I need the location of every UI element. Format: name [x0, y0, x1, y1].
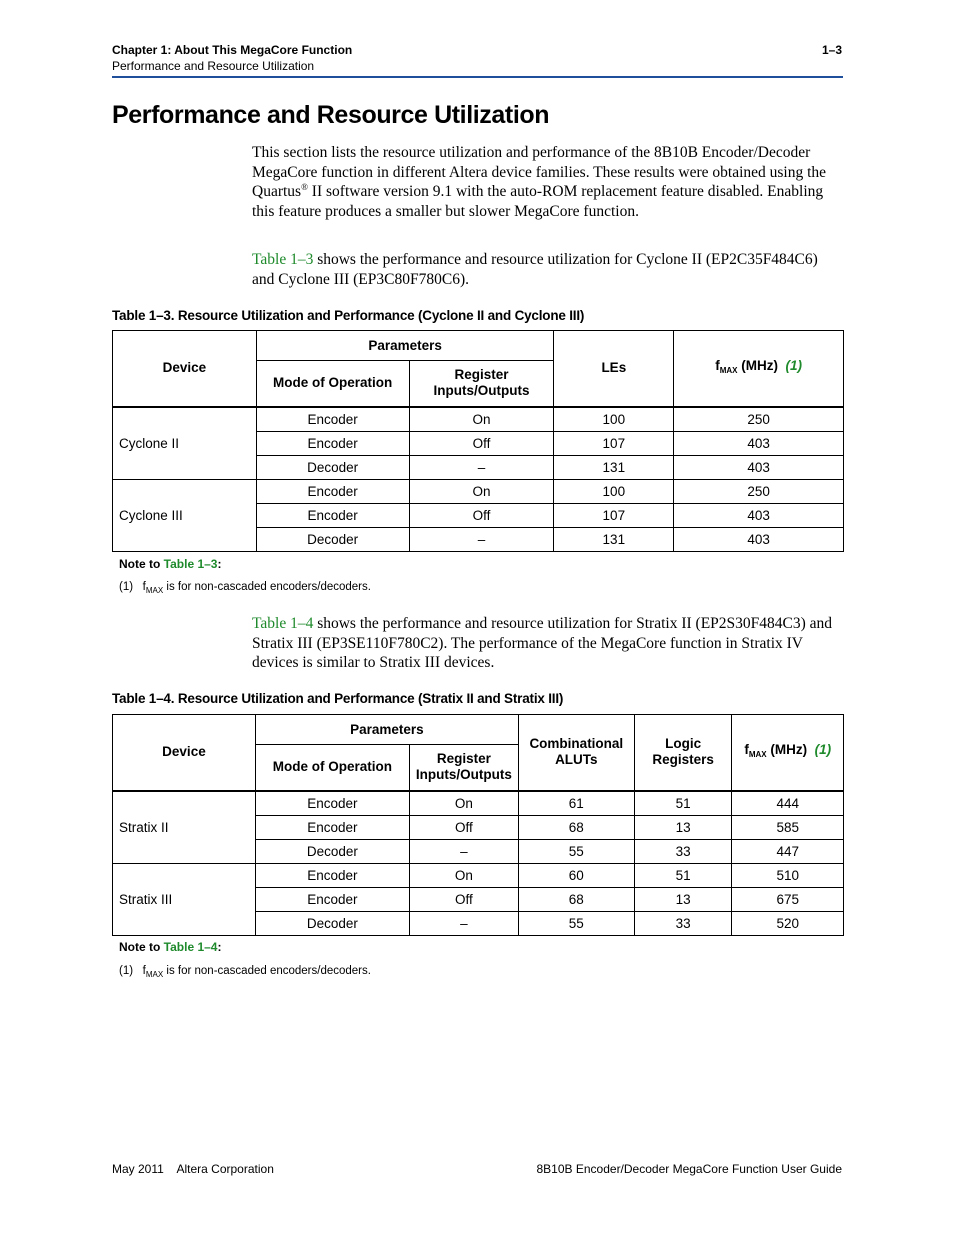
- les-cell: 107: [554, 503, 674, 527]
- register-cell: On: [409, 863, 518, 887]
- intro-text-1: This section lists the resource utilization and performance of the 8B10B Encoder/Decoder MegaCore function in different Altera device families. These results were obtained using the Quartus: [252, 144, 827, 201]
- fmax-cell: 250: [674, 407, 844, 432]
- aluts-cell: 68: [518, 887, 634, 911]
- table3-note-link[interactable]: Table 1–3: [163, 557, 218, 571]
- table3: [112, 330, 844, 552]
- table3-note-label: [119, 557, 221, 571]
- aluts-cell: 61: [518, 791, 634, 816]
- registered-mark: ®: [301, 182, 308, 193]
- logic-cell: 33: [634, 911, 732, 935]
- les-cell: 100: [554, 407, 674, 432]
- fmax-cell: 403: [674, 455, 844, 479]
- logic-cell: 13: [634, 815, 732, 839]
- table4-intro-text: shows the performance and resource utilization for Stratix II (EP2S30F484C3) and Stratix III (EP3SE110F780C2). The performance of the MegaCore function in Stratix IV devices is similar to Stratix III devices.: [252, 615, 833, 672]
- mode-cell: Decoder: [255, 839, 409, 863]
- page-number: 1–3: [821, 43, 842, 57]
- aluts-cell: 55: [518, 839, 634, 863]
- aluts-cell: 55: [518, 911, 634, 935]
- table3-header-parameters: Parameters: [256, 331, 554, 361]
- device-cell: Stratix III: [113, 863, 256, 935]
- fmax-unit: (MHz): [737, 357, 778, 373]
- footer-doc-title: 8B10B Encoder/Decoder MegaCore Function User Guide: [536, 1162, 842, 1176]
- intro-paragraph: [252, 143, 844, 221]
- table4-header-fmax: [732, 715, 844, 791]
- table4-note: [119, 965, 371, 979]
- mode-cell: Encoder: [256, 431, 409, 455]
- mode-cell: Encoder: [256, 407, 409, 432]
- table-row: [113, 407, 844, 432]
- register-cell: Off: [409, 815, 518, 839]
- register-cell: –: [409, 911, 518, 935]
- fmax-cell: 447: [732, 839, 844, 863]
- table4-header-aluts: Combinational ALUTs: [518, 715, 634, 791]
- table-row: [113, 791, 844, 816]
- logic-cell: 33: [634, 839, 732, 863]
- note-f: f: [142, 581, 146, 593]
- mode-cell: Decoder: [255, 911, 409, 935]
- table3-note: [119, 581, 371, 595]
- fmax-f: f: [744, 741, 749, 757]
- aluts-cell: 68: [518, 815, 634, 839]
- fmax-sub: MAX: [748, 749, 767, 759]
- header-rule: [112, 76, 843, 78]
- fmax-f: f: [715, 357, 720, 373]
- fmax-cell: 403: [674, 527, 844, 551]
- les-cell: 131: [554, 455, 674, 479]
- table4-caption: Table 1–4. Resource Utilization and Performance (Stratix II and Stratix III): [112, 691, 564, 706]
- register-cell: Off: [409, 431, 554, 455]
- fmax-cell: 403: [674, 431, 844, 455]
- intro-text-2: II software version 9.1 with the auto-ROM replacement feature disabled. Enabling this feature produces a smaller but slower MegaCore function.: [252, 183, 824, 220]
- table3-caption: Table 1–3. Resource Utilization and Performance (Cyclone II and Cyclone III): [112, 308, 585, 323]
- note-f: f: [142, 965, 146, 977]
- register-cell: –: [409, 455, 554, 479]
- register-cell: Off: [409, 887, 518, 911]
- mode-cell: Encoder: [256, 503, 409, 527]
- device-cell: Cyclone II: [113, 407, 257, 480]
- running-header-chapter: Chapter 1: About This MegaCore Function: [112, 43, 353, 57]
- mode-cell: Encoder: [255, 815, 409, 839]
- fmax-sub: MAX: [719, 365, 738, 375]
- register-cell: On: [409, 791, 518, 816]
- les-cell: 107: [554, 431, 674, 455]
- fmax-cell: 444: [732, 791, 844, 816]
- register-cell: –: [409, 527, 554, 551]
- mode-cell: Encoder: [255, 863, 409, 887]
- logic-cell: 13: [634, 887, 732, 911]
- section-title: Performance and Resource Utilization: [112, 101, 550, 129]
- register-cell: On: [409, 479, 554, 503]
- register-cell: –: [409, 839, 518, 863]
- mode-cell: Encoder: [255, 791, 409, 816]
- fmax-unit: (MHz): [766, 741, 808, 757]
- table4-header-register: Register Inputs/Outputs: [409, 745, 518, 791]
- note-text: is for non-cascaded encoders/decoders.: [163, 581, 371, 593]
- table4-note-label: [119, 940, 221, 954]
- table4: [112, 714, 844, 936]
- table3-header-fmax: [674, 331, 844, 407]
- table3-header-device: Device: [113, 331, 257, 407]
- table4-link[interactable]: Table 1–4: [252, 615, 314, 632]
- note-label-text: Note to: [119, 557, 164, 571]
- les-cell: 131: [554, 527, 674, 551]
- table3-intro-text: shows the performance and resource utilization for Cyclone II (EP2C35F484C6) and Cyclone III (EP3C80F780C6).: [252, 251, 818, 288]
- les-cell: 100: [554, 479, 674, 503]
- table3-header-mode: Mode of Operation: [256, 361, 409, 407]
- register-cell: Off: [409, 503, 554, 527]
- note-sub: MAX: [145, 586, 164, 595]
- table4-header-mode: Mode of Operation: [255, 745, 409, 791]
- fmax-cell: 520: [732, 911, 844, 935]
- table4-intro-paragraph: [252, 614, 844, 673]
- device-cell: Cyclone III: [113, 479, 257, 551]
- table4-header-logic: Logic Registers: [634, 715, 732, 791]
- note-text: is for non-cascaded encoders/decoders.: [163, 965, 371, 977]
- footer-date-company: May 2011 Altera Corporation: [112, 1162, 274, 1176]
- fmax-cell: 250: [674, 479, 844, 503]
- fmax-note-link[interactable]: (1): [814, 741, 832, 757]
- table3-header-les: LEs: [554, 331, 674, 407]
- table3-intro-paragraph: [252, 250, 844, 289]
- mode-cell: Encoder: [256, 479, 409, 503]
- note-sub: MAX: [145, 970, 164, 979]
- mode-cell: Decoder: [256, 455, 409, 479]
- note-colon: :: [217, 557, 222, 571]
- note-number: (1): [119, 581, 134, 593]
- aluts-cell: 60: [518, 863, 634, 887]
- table4-header-device: Device: [113, 715, 256, 791]
- fmax-cell: 675: [732, 887, 844, 911]
- logic-cell: 51: [634, 791, 732, 816]
- mode-cell: Encoder: [255, 887, 409, 911]
- mode-cell: Decoder: [256, 527, 409, 551]
- note-colon: :: [217, 940, 222, 954]
- note-number: (1): [119, 965, 134, 977]
- device-cell: Stratix II: [113, 791, 256, 864]
- fmax-cell: 585: [732, 815, 844, 839]
- table-row: [113, 479, 844, 503]
- table4-note-link[interactable]: Table 1–4: [163, 940, 218, 954]
- fmax-note-link[interactable]: (1): [785, 357, 802, 373]
- running-header-section: Performance and Resource Utilization: [112, 59, 315, 73]
- note-label-text: Note to: [119, 940, 164, 954]
- fmax-cell: 403: [674, 503, 844, 527]
- table3-header-register: Register Inputs/Outputs: [409, 361, 554, 407]
- register-cell: On: [409, 407, 554, 432]
- table4-header-parameters: Parameters: [255, 715, 518, 745]
- logic-cell: 51: [634, 863, 732, 887]
- table-row: [113, 863, 844, 887]
- table3-link[interactable]: Table 1–3: [252, 251, 314, 268]
- fmax-cell: 510: [732, 863, 844, 887]
